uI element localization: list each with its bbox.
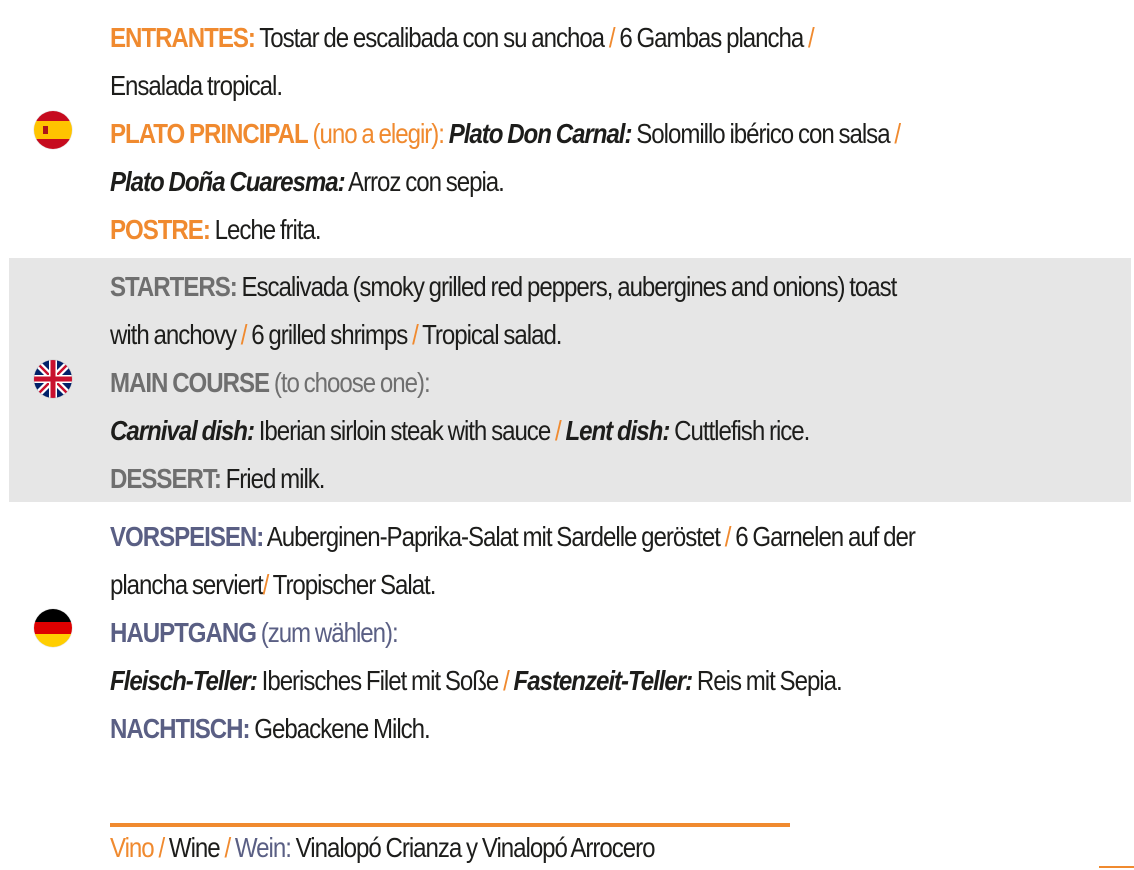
separator: /: [224, 832, 231, 863]
dessert-line: [110, 206, 987, 254]
starter-item: Tropical salad.: [417, 319, 562, 350]
starters-label: ENTRANTES:: [110, 22, 255, 53]
dessert-label: DESSERT:: [110, 463, 221, 494]
main-course-line: [110, 609, 987, 657]
separator: /: [503, 665, 509, 696]
main-course-note: (uno a elegir):: [307, 118, 444, 149]
wine-label-de: Wein:: [230, 832, 291, 863]
separator: /: [724, 521, 731, 552]
spanish-menu-text: [110, 14, 987, 254]
starter-item: Tostar de escalibada con su anchoa: [254, 22, 609, 53]
starters-line: [110, 263, 987, 311]
dessert-item: Fried milk.: [220, 463, 325, 494]
wine-names: Vinalopó Crianza y Vinalopó Arrocero: [290, 832, 655, 863]
german-menu-text: [110, 513, 987, 753]
main-course-label: MAIN COURSE: [110, 367, 270, 398]
english-menu-section: [9, 258, 1131, 502]
wine-line: [110, 827, 654, 869]
starter-item: with anchovy: [110, 319, 241, 350]
dish-description: Solomillo ibérico con salsa: [631, 118, 895, 149]
dish-description: Arroz con sepia.: [344, 166, 504, 197]
starter-item: Tropischer Salat.: [268, 569, 436, 600]
starters-line-2: [110, 311, 987, 359]
main-course-line: [110, 359, 987, 407]
dessert-line: [110, 455, 987, 503]
main-course-line: [110, 110, 987, 158]
main-course-note: (zum wählen):: [255, 617, 398, 648]
wine-label-es: Vino: [110, 832, 159, 863]
separator: /: [554, 415, 561, 446]
dessert-line: [110, 705, 987, 753]
starters-label: VORSPEISEN:: [110, 521, 264, 552]
dessert-item: Leche frita.: [209, 214, 321, 245]
separator: /: [894, 118, 901, 149]
dish-name: Fastenzeit-Teller:: [508, 665, 693, 696]
dish-name: Plato Don Carnal:: [443, 118, 632, 149]
starters-label: STARTERS:: [110, 271, 237, 302]
starter-item: plancha serviert: [110, 569, 263, 600]
starter-item: 6 Garnelen auf der: [730, 521, 915, 552]
separator: /: [158, 832, 165, 863]
starters-line-2: [110, 62, 987, 110]
german-menu-section: [0, 512, 1134, 752]
english-menu-text: [110, 263, 987, 503]
spain-flag-icon: [34, 111, 72, 149]
starters-line-2: [110, 561, 987, 609]
main-course-line-2: [110, 407, 987, 455]
wine-label-en: Wine: [164, 832, 225, 863]
dessert-label: POSTRE:: [110, 214, 210, 245]
separator: /: [608, 22, 615, 53]
uk-flag-icon: [34, 360, 72, 398]
starters-line: [110, 14, 987, 62]
separator: /: [240, 319, 247, 350]
dish-name: Lent dish:: [560, 415, 670, 446]
starter-item: Auberginen-Paprika-Salat mit Sardelle geröstet: [263, 521, 725, 552]
corner-mark: [1099, 866, 1134, 868]
dish-description: Iberisches Filet mit Soße: [256, 665, 504, 696]
dish-description: Iberian sirloin steak with sauce: [253, 415, 555, 446]
dessert-label: NACHTISCH:: [110, 713, 250, 744]
main-course-line-2: [110, 657, 987, 705]
separator: /: [412, 319, 418, 350]
separator: /: [808, 22, 814, 53]
separator: /: [262, 569, 269, 600]
main-course-label: PLATO PRINCIPAL: [110, 118, 308, 149]
main-course-label: HAUPTGANG: [110, 617, 256, 648]
dish-name: Fleisch-Teller:: [110, 665, 257, 696]
starter-item: Ensalada tropical.: [110, 70, 282, 101]
main-course-note: (to choose one):: [269, 367, 430, 398]
main-course-line-2: [110, 158, 987, 206]
dish-description: Cuttlefish rice.: [669, 415, 810, 446]
dish-name: Carnival dish:: [110, 415, 254, 446]
dish-description: Reis mit Sepia.: [692, 665, 842, 696]
germany-flag-icon: [34, 609, 72, 647]
starter-item: Escalivada (smoky grilled red peppers, aubergines and onions) toast: [236, 271, 897, 302]
starter-item: 6 grilled shrimps: [246, 319, 413, 350]
spanish-menu-section: [0, 0, 1134, 252]
starters-line: [110, 513, 987, 561]
starter-item: 6 Gambas plancha: [614, 22, 809, 53]
dessert-item: Gebackene Milch.: [249, 713, 430, 744]
dish-name: Plato Doña Cuaresma:: [110, 166, 345, 197]
